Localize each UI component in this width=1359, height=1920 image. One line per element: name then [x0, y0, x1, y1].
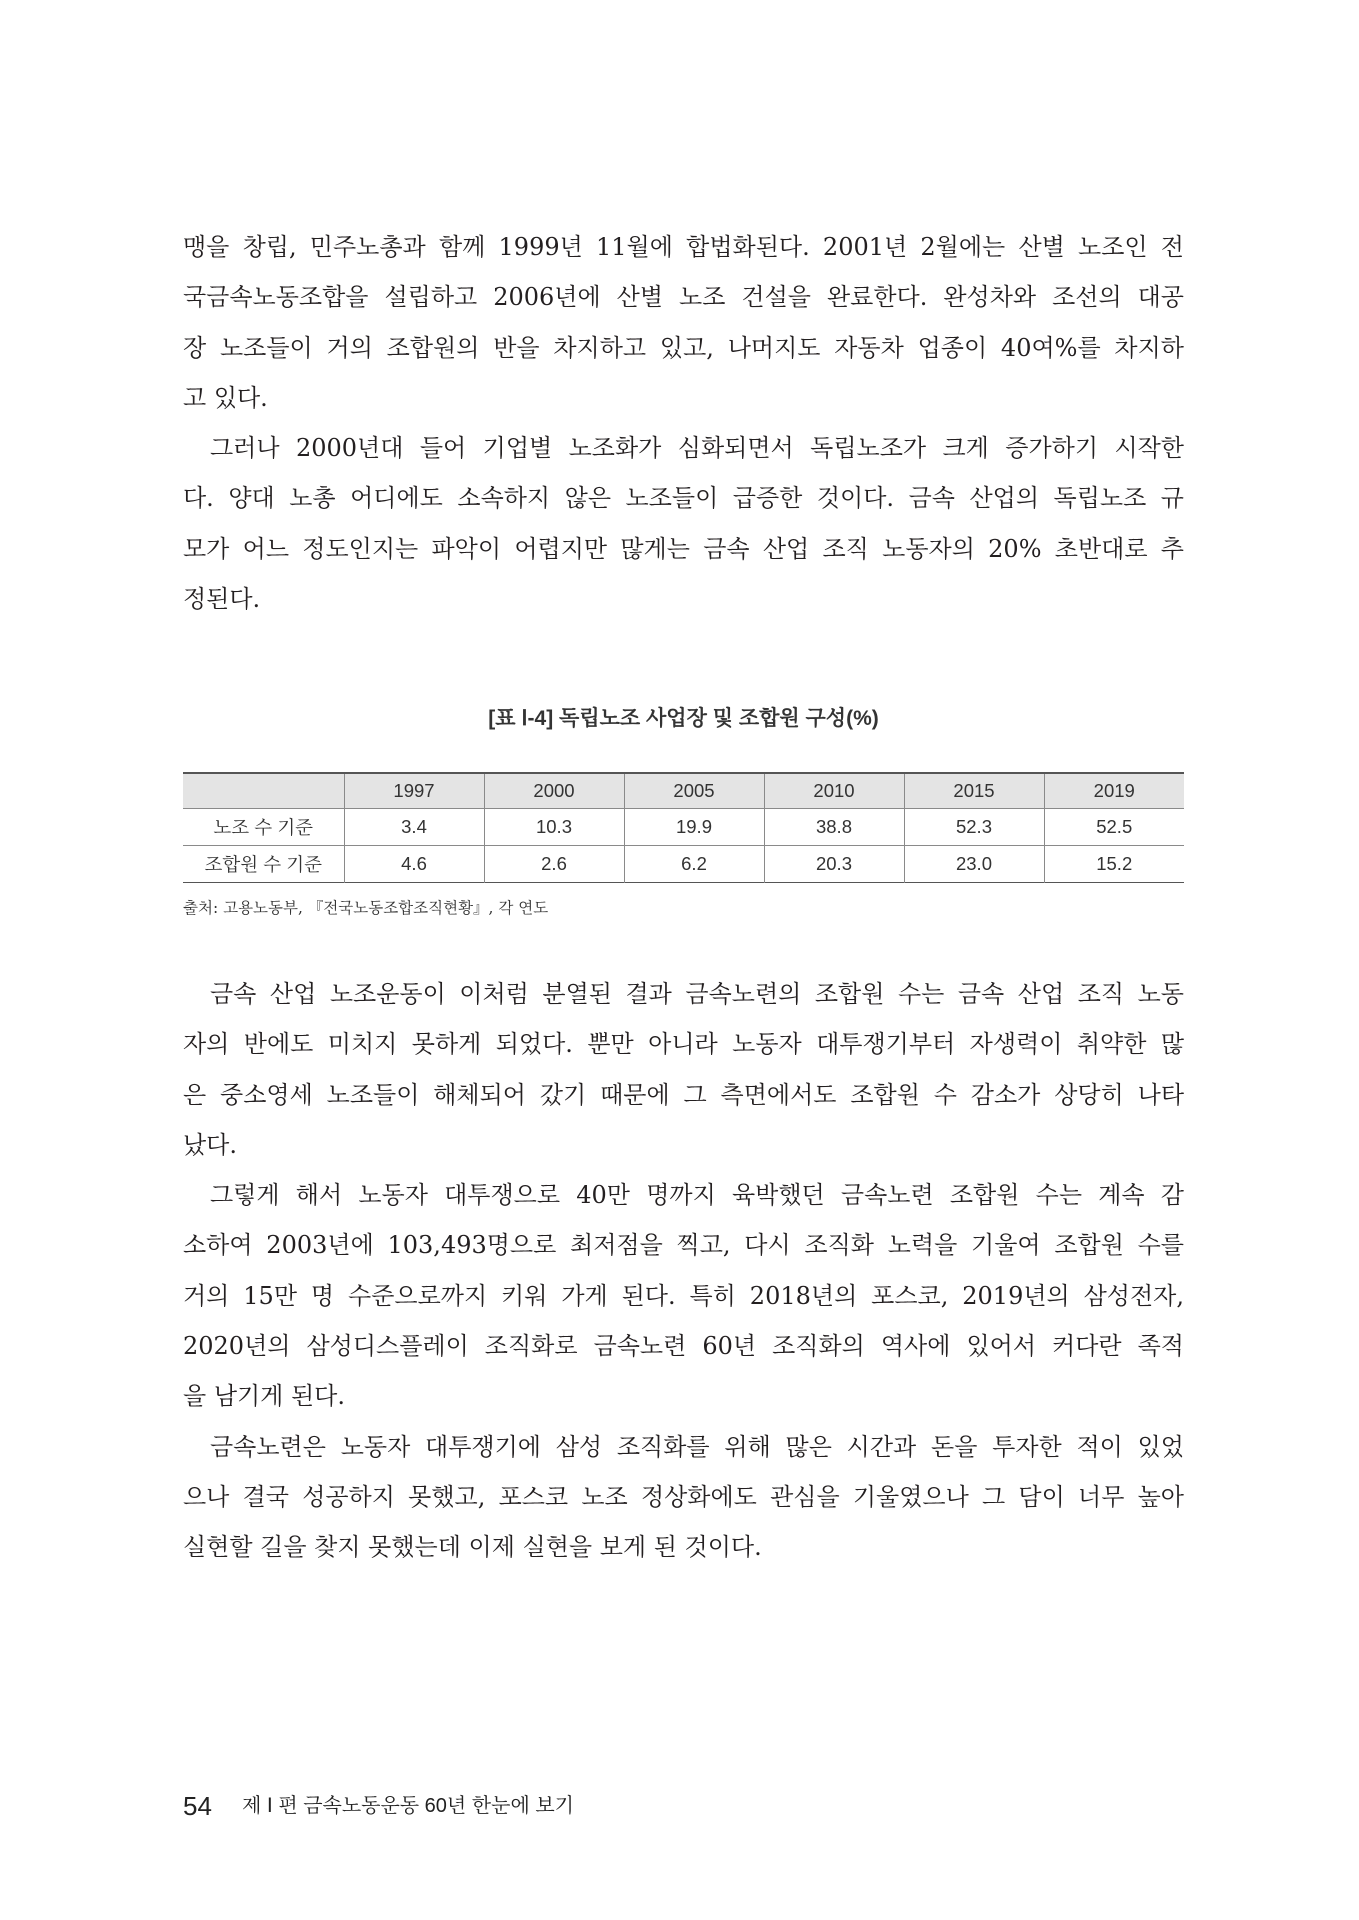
- table-row: [183, 808, 1184, 845]
- paragraph: [183, 222, 1184, 423]
- paragraph-line: 모가 어느 정도인지는 파악이 어렵지만 많게는 금속 산업 조직 노동자의 20% 초반대로 추: [183, 534, 1184, 563]
- page-footer: [183, 1788, 574, 1824]
- table-cell: 20.3: [764, 845, 904, 882]
- table-cell: 10.3: [484, 808, 624, 845]
- paragraph-line: 국금속노동조합을 설립하고 2006년에 산별 노조 건설을 완료한다. 완성차와 조선의 대공: [183, 283, 1184, 312]
- column-header: 1997: [344, 773, 484, 808]
- paragraph-line: 그렇게 해서 노동자 대투쟁으로 40만 명까지 육박했던 금속노련 조합원 수는 계속 감: [210, 1181, 1184, 1210]
- table-cell: 15.2: [1044, 845, 1184, 882]
- paragraph-line: 났다.: [183, 1130, 237, 1159]
- column-header: 2005: [624, 773, 764, 808]
- paragraph-line: 실현할 길을 찾지 못했는데 이제 실현을 보게 된 것이다.: [183, 1533, 762, 1562]
- table-header-row: [183, 773, 1184, 808]
- row-label: 노조 수 기준: [183, 808, 344, 845]
- paragraph-line: 다. 양대 노총 어디에도 소속하지 않은 노조들이 급증한 것이다. 금속 산업의 독립노조 규: [183, 484, 1184, 513]
- paragraph-line: 금속노련은 노동자 대투쟁기에 삼성 조직화를 위해 많은 시간과 돈을 투자한 적이 있었: [210, 1432, 1184, 1461]
- paragraph-line: 고 있다.: [183, 383, 268, 412]
- table-corner-cell: [183, 773, 344, 808]
- paragraph-line: 금속 산업 노조운동이 이처럼 분열된 결과 금속노련의 조합원 수는 금속 산업 조직 노동: [210, 980, 1184, 1008]
- table-caption: [표 Ⅰ-4] 독립노조 사업장 및 조합원 구성(%): [488, 707, 879, 730]
- paragraph-line: 으나 결국 성공하지 못했고, 포스코 노조 정상화에도 관심을 기울였으나 그 담이 너무 높아: [183, 1482, 1184, 1511]
- paragraph: [183, 423, 1184, 624]
- running-title: 제 Ⅰ 편 금속노동운동 60년 한눈에 보기: [242, 1795, 574, 1817]
- table-row: [183, 845, 1184, 882]
- paragraph-line: 거의 15만 명 수준으로까지 키워 가게 된다. 특히 2018년의 포스코, 2019년의 삼성전자,: [183, 1281, 1184, 1310]
- table-source-note: 출처: 고용노동부, 『전국노동조합조직현황』, 각 연도: [183, 899, 549, 917]
- paragraph-line: 그러나 2000년대 들어 기업별 노조화가 심화되면서 독립노조가 크게 증가하기 시작한: [210, 434, 1184, 463]
- paragraph-line: 을 남기게 된다.: [183, 1382, 345, 1411]
- page-number: 54: [183, 1791, 212, 1821]
- column-header: 2019: [1044, 773, 1184, 808]
- data-table: [183, 772, 1184, 883]
- table-cell: 52.3: [904, 808, 1044, 845]
- column-header: 2015: [904, 773, 1044, 808]
- paragraph: [183, 969, 1184, 1170]
- paragraph-line: 2020년의 삼성디스플레이 조직화로 금속노련 60년 조직화의 역사에 있어서 커다란 족적: [183, 1332, 1184, 1361]
- paragraph: [183, 1422, 1184, 1573]
- table-cell: 38.8: [764, 808, 904, 845]
- table-cell: 52.5: [1044, 808, 1184, 845]
- table-cell: 19.9: [624, 808, 764, 845]
- table-cell: 6.2: [624, 845, 764, 882]
- row-label: 조합원 수 기준: [183, 845, 344, 882]
- table-cell: 4.6: [344, 845, 484, 882]
- table-cell: 3.4: [344, 808, 484, 845]
- paragraph-line: 자의 반에도 미치지 못하게 되었다. 뿐만 아니라 노동자 대투쟁기부터 자생력이 취약한 많: [183, 1030, 1184, 1059]
- column-header: 2010: [764, 773, 904, 808]
- column-header: 2000: [484, 773, 624, 808]
- paragraph-line: 은 중소영세 노조들이 해체되어 갔기 때문에 그 측면에서도 조합원 수 감소가 상당히 나타: [183, 1080, 1184, 1109]
- table-cell: 2.6: [484, 845, 624, 882]
- paragraph-line: 소하여 2003년에 103,493명으로 최저점을 찍고, 다시 조직화 노력을 기울여 조합원 수를: [183, 1231, 1184, 1260]
- paragraph-line: 장 노조들이 거의 조합원의 반을 차지하고 있고, 나머지도 자동차 업종이 40여%를 차지하: [183, 333, 1184, 362]
- body-text-upper: [183, 222, 1184, 624]
- paragraph: [183, 1170, 1184, 1421]
- table-cell: 23.0: [904, 845, 1044, 882]
- paragraph-line: 맹을 창립, 민주노총과 함께 1999년 11월에 합법화된다. 2001년 2월에는 산별 노조인 전: [183, 233, 1184, 261]
- body-text-lower: [183, 969, 1184, 1573]
- paragraph-line: 정된다.: [183, 585, 261, 614]
